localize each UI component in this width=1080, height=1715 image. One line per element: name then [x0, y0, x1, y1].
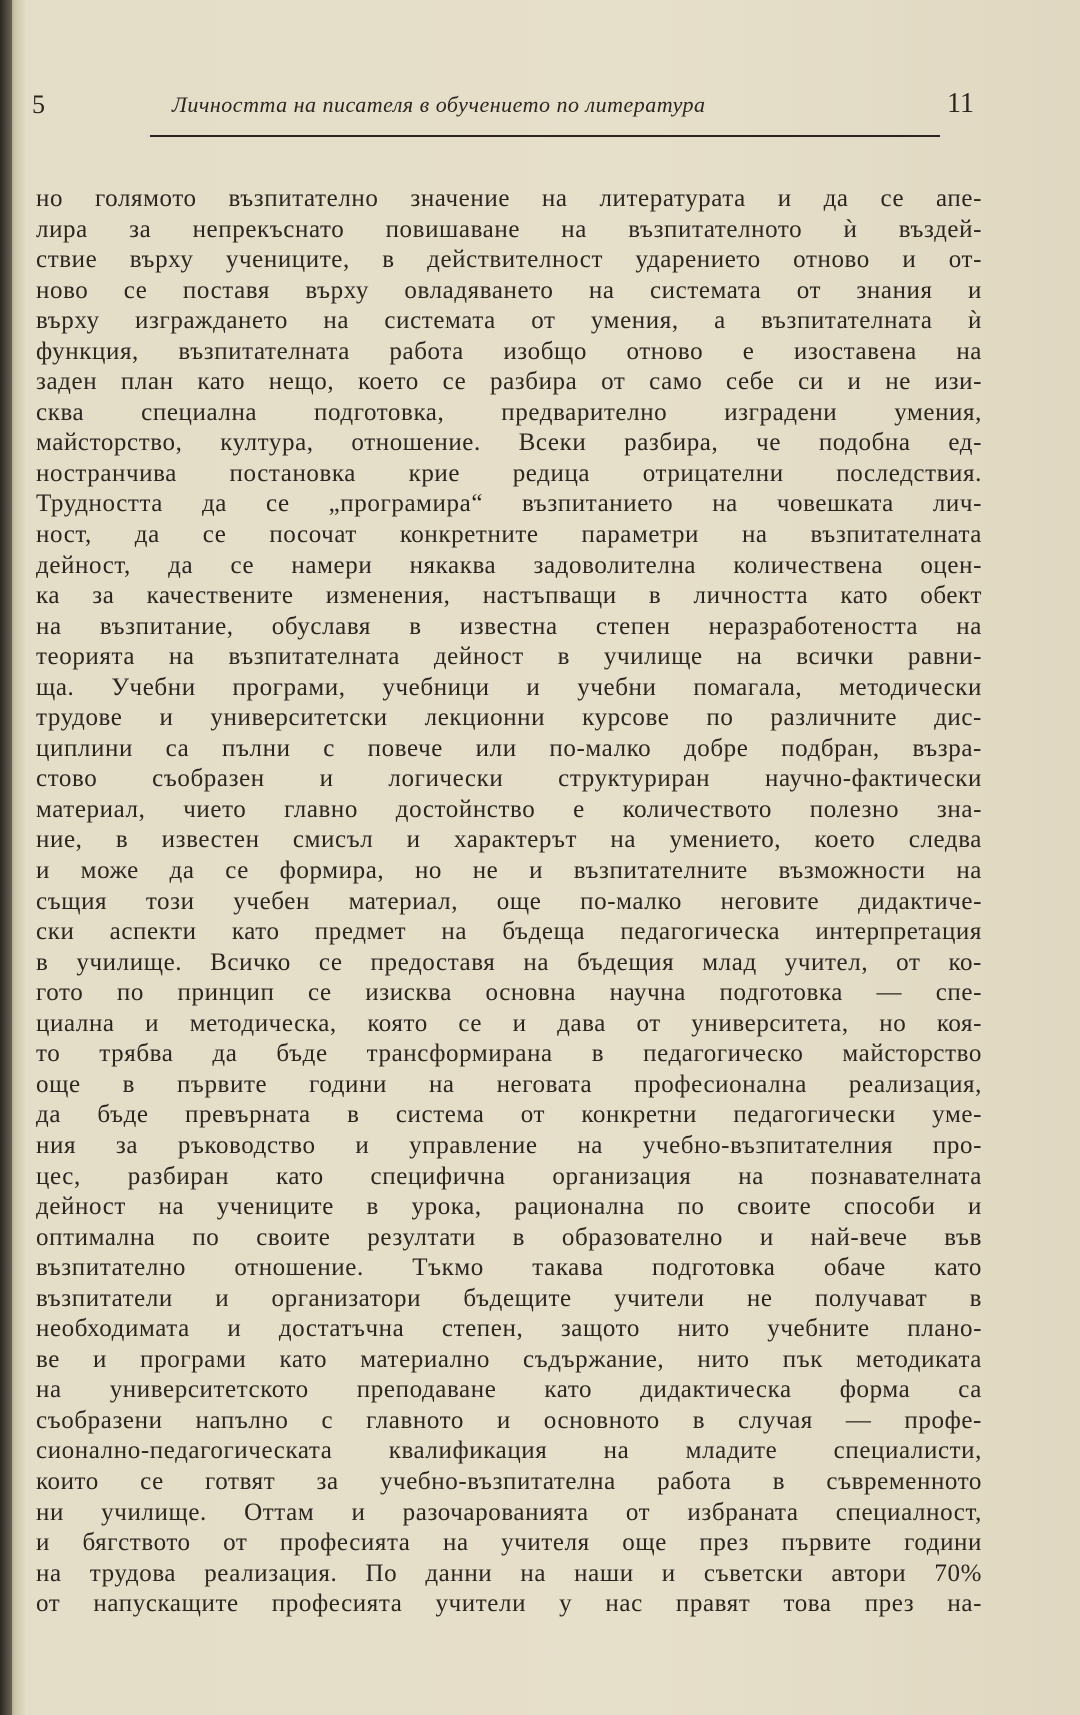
text-line: функция, възпитателната работа изобщо отново е изоставена на	[36, 337, 982, 365]
text-line: то трябва да бъде трансформирана в педагогическо майсторство	[36, 1040, 982, 1068]
text-line: ност, да се посочат конкретните параметри на възпитателната	[36, 521, 982, 549]
text-line: ностранчива постановка крие редица отрицателни последствия.	[36, 459, 982, 487]
text-line: на възпитание, обуславя в известна степен неразработеността на	[36, 612, 982, 640]
text-line: на университетското преподаване като дидактическа форма са	[36, 1376, 982, 1404]
body-text	[36, 184, 982, 1620]
text-line: материал, чието главно достойнство е количеството полезно зна-	[36, 795, 982, 823]
text-line: същия този учебен материал, още по-малко неговите дидактиче-	[36, 887, 982, 915]
text-line: стово съобразен и логически структуриран научно-фактически	[36, 765, 982, 793]
text-line: необходимата и достатъчна степен, защото нито учебните плано-	[36, 1315, 982, 1343]
text-line: майсторство, култура, отношение. Всеки разбира, че подобна ед-	[36, 429, 982, 457]
text-line: и бягството от професията на учителя още през първите години	[36, 1529, 982, 1557]
text-line: но голямото възпитателно значение на литературата и да се апе-	[36, 185, 982, 212]
chapter-number: 5	[32, 90, 45, 119]
text-line: гото по принцип се изисква основна научна подготовка — спе-	[36, 979, 982, 1007]
text-line: върху изграждането на системата от умения, а възпитателната ѝ	[36, 307, 982, 335]
text-line: възпитателно отношение. Тъкмо такава подготовка обаче като	[36, 1254, 982, 1282]
header-rule	[150, 135, 940, 137]
text-line: ствие върху учениците, в действителност ударението отново и от-	[36, 246, 982, 274]
text-line: теорията на възпитателната дейност в училище на всички равни-	[36, 643, 982, 671]
page-number: 11	[947, 88, 974, 119]
text-line: ние, в известен смисъл и характерът на умението, което следва	[36, 826, 982, 854]
text-line: които се готвят за учебно-възпитателна работа в съвременното	[36, 1467, 982, 1495]
running-title: Личността на писателя в обучението по литература	[172, 92, 706, 117]
text-line: ве и програми като материално съдържание, нито пък методиката	[36, 1345, 982, 1373]
text-line: оптимална по своите резултати в образователно и най-вече във	[36, 1223, 982, 1251]
text-line: ни училище. Оттам и разочарованията от избраната специалност,	[36, 1498, 982, 1526]
text-line: Трудността да се „програмира“ възпитанието на човешката лич-	[36, 490, 982, 518]
text-line: още в първите години на неговата професионална реализация,	[36, 1070, 982, 1098]
text-line: сква специална подготовка, предварително изградени умения,	[36, 398, 982, 426]
page-header	[32, 86, 972, 130]
text-line: да бъде превърната в система от конкретни педагогически уме-	[36, 1101, 982, 1129]
text-line: трудове и университетски лекционни курсове по различните дис-	[36, 704, 982, 732]
text-line: в училище. Всичко се предоставя на бъдещия млад учител, от ко-	[36, 948, 982, 976]
text-line: сионално-педагогическата квалификация на младите специалисти,	[36, 1437, 982, 1465]
text-line: циплини са пълни с повече или по-малко добре подбран, възра-	[36, 734, 982, 762]
text-line: заден план като нещо, което се разбира от само себе си и не изи-	[36, 368, 982, 396]
text-line: възпитатели и организатори бъдещите учители не получават в	[36, 1284, 982, 1312]
text-line: на трудова реализация. По данни на наши и съветски автори 70%	[36, 1559, 982, 1587]
book-spine-shadow	[0, 0, 12, 1715]
text-line: цес, разбиран като специфична организация на познавателната	[36, 1162, 982, 1190]
text-line: циална и методическа, която се и дава от университета, но коя-	[36, 1009, 982, 1037]
text-line: и може да се формира, но не и възпитателните възможности на	[36, 857, 982, 885]
text-line: ка за качествените изменения, настъпващи в личността като обект	[36, 582, 982, 610]
text-line: ща. Учебни програми, учебници и учебни помагала, методически	[36, 673, 982, 701]
text-line: ново се поставя върху овладяването на системата от знания и	[36, 276, 982, 304]
text-line: лира за непрекъснато повишаване на възпитателното ѝ въздей-	[36, 215, 982, 243]
text-line: ния за ръководство и управление на учебно-възпитателния про-	[36, 1131, 982, 1159]
text-line: дейност на учениците в урока, рационална по своите способи и	[36, 1193, 982, 1221]
text-line: съобразени напълно с главното и основното в случая — профе-	[36, 1406, 982, 1434]
text-line: ски аспекти като предмет на бъдеща педагогическа интерпретация	[36, 918, 982, 946]
text-line: от напускащите професията учители у нас правят това през на-	[36, 1590, 982, 1618]
text-line: дейност, да се намери някаква задоволителна количествена оцен-	[36, 551, 982, 579]
